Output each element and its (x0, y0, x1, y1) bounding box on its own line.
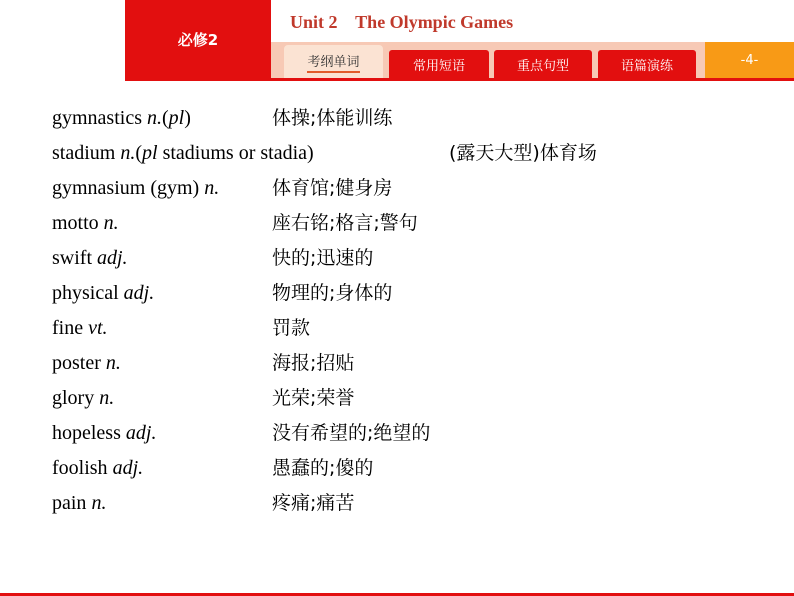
word-text: glory (52, 387, 100, 409)
tab-common-phrases[interactable] (389, 50, 489, 78)
vocab-meaning: 光荣;荣誉 (272, 387, 355, 409)
tab-key-sentences-label: 重点句型 (516, 58, 569, 74)
part-of-speech: n. (105, 352, 121, 374)
unit-title: Unit 2 The Olympic Games (290, 12, 514, 32)
vocab-word (52, 136, 314, 171)
vocab-row (52, 451, 772, 486)
vocab-row (52, 276, 772, 311)
tab-passage-practice[interactable] (598, 50, 696, 78)
page-number (705, 42, 794, 78)
vocab-meaning: 座右铭;格言;警句 (272, 212, 418, 234)
word-text: stadium (52, 142, 121, 164)
book-label-text: 必修2 (177, 30, 219, 49)
vocab-row (52, 241, 772, 276)
vocab-list (52, 101, 772, 521)
word-note-italic: pl (168, 107, 185, 129)
vocab-row (52, 486, 772, 521)
word-text: foolish (52, 457, 113, 479)
vocab-meaning: 体操;体能训练 (272, 107, 393, 129)
word-text: gymnastics (52, 107, 147, 129)
vocab-word (52, 101, 191, 136)
part-of-speech: n. (99, 387, 115, 409)
part-of-speech: n. (91, 492, 107, 514)
header-divider (125, 78, 794, 81)
vocab-word (52, 276, 154, 311)
vocab-word (52, 206, 119, 241)
vocab-row (52, 101, 772, 136)
vocab-row (52, 311, 772, 346)
vocab-meaning: 海报;招贴 (272, 352, 355, 374)
vocab-word (52, 311, 108, 346)
part-of-speech: adj. (123, 282, 155, 304)
vocab-word (52, 346, 121, 381)
vocab-meaning: 疼痛;痛苦 (272, 492, 355, 514)
tab-key-sentences[interactable] (494, 50, 592, 78)
vocab-meaning: 体育馆;健身房 (272, 177, 393, 199)
vocab-word (52, 451, 143, 486)
vocab-meaning: 快的;迅速的 (272, 247, 374, 269)
word-text: motto (52, 212, 104, 234)
part-of-speech: adj. (97, 247, 128, 269)
word-text: fine (52, 317, 89, 339)
vocab-word (52, 381, 114, 416)
part-of-speech: adj. (125, 422, 157, 444)
page-number-text: -4- (740, 52, 759, 68)
vocab-row (52, 136, 772, 171)
vocab-row (52, 381, 772, 416)
word-text: pain (52, 492, 92, 514)
book-label (125, 0, 271, 78)
vocab-word (52, 486, 106, 521)
tab-key-words[interactable] (284, 45, 383, 78)
tab-key-words-label: 考纲单词 (307, 51, 359, 73)
vocab-meaning: 物理的;身体的 (272, 282, 393, 304)
vocab-meaning: 愚蠢的;傻的 (272, 457, 374, 479)
vocab-meaning: (露天大型)体育场 (449, 142, 597, 164)
word-text: physical (52, 282, 124, 304)
part-of-speech: vt. (88, 317, 108, 339)
vocab-meaning: 没有希望的;绝望的 (272, 422, 431, 444)
vocab-word (52, 416, 156, 451)
vocab-word (52, 241, 128, 276)
part-of-speech: n. (103, 212, 119, 234)
word-note-tail: stadiums or stadia) (157, 142, 314, 164)
tab-passage-practice-label: 语篇演练 (620, 58, 673, 74)
word-text: poster (52, 352, 106, 374)
tab-common-phrases-label: 常用短语 (412, 58, 465, 74)
word-note: ( (162, 107, 169, 129)
vocab-meaning: 罚款 (272, 317, 311, 339)
word-text: hopeless (52, 422, 126, 444)
part-of-speech: n. (204, 177, 220, 199)
word-text: swift (52, 247, 97, 269)
vocab-row (52, 171, 772, 206)
vocab-row (52, 206, 772, 241)
word-note-italic: pl (142, 142, 158, 164)
part-of-speech: n. (147, 107, 162, 129)
word-note-tail: ) (184, 107, 191, 129)
part-of-speech: adj. (112, 457, 144, 479)
vocab-row (52, 416, 772, 451)
part-of-speech: n. (120, 142, 136, 164)
word-text: gymnasium (gym) (52, 177, 205, 199)
vocab-word (52, 171, 219, 206)
word-note: ( (135, 142, 143, 164)
vocab-row (52, 346, 772, 381)
